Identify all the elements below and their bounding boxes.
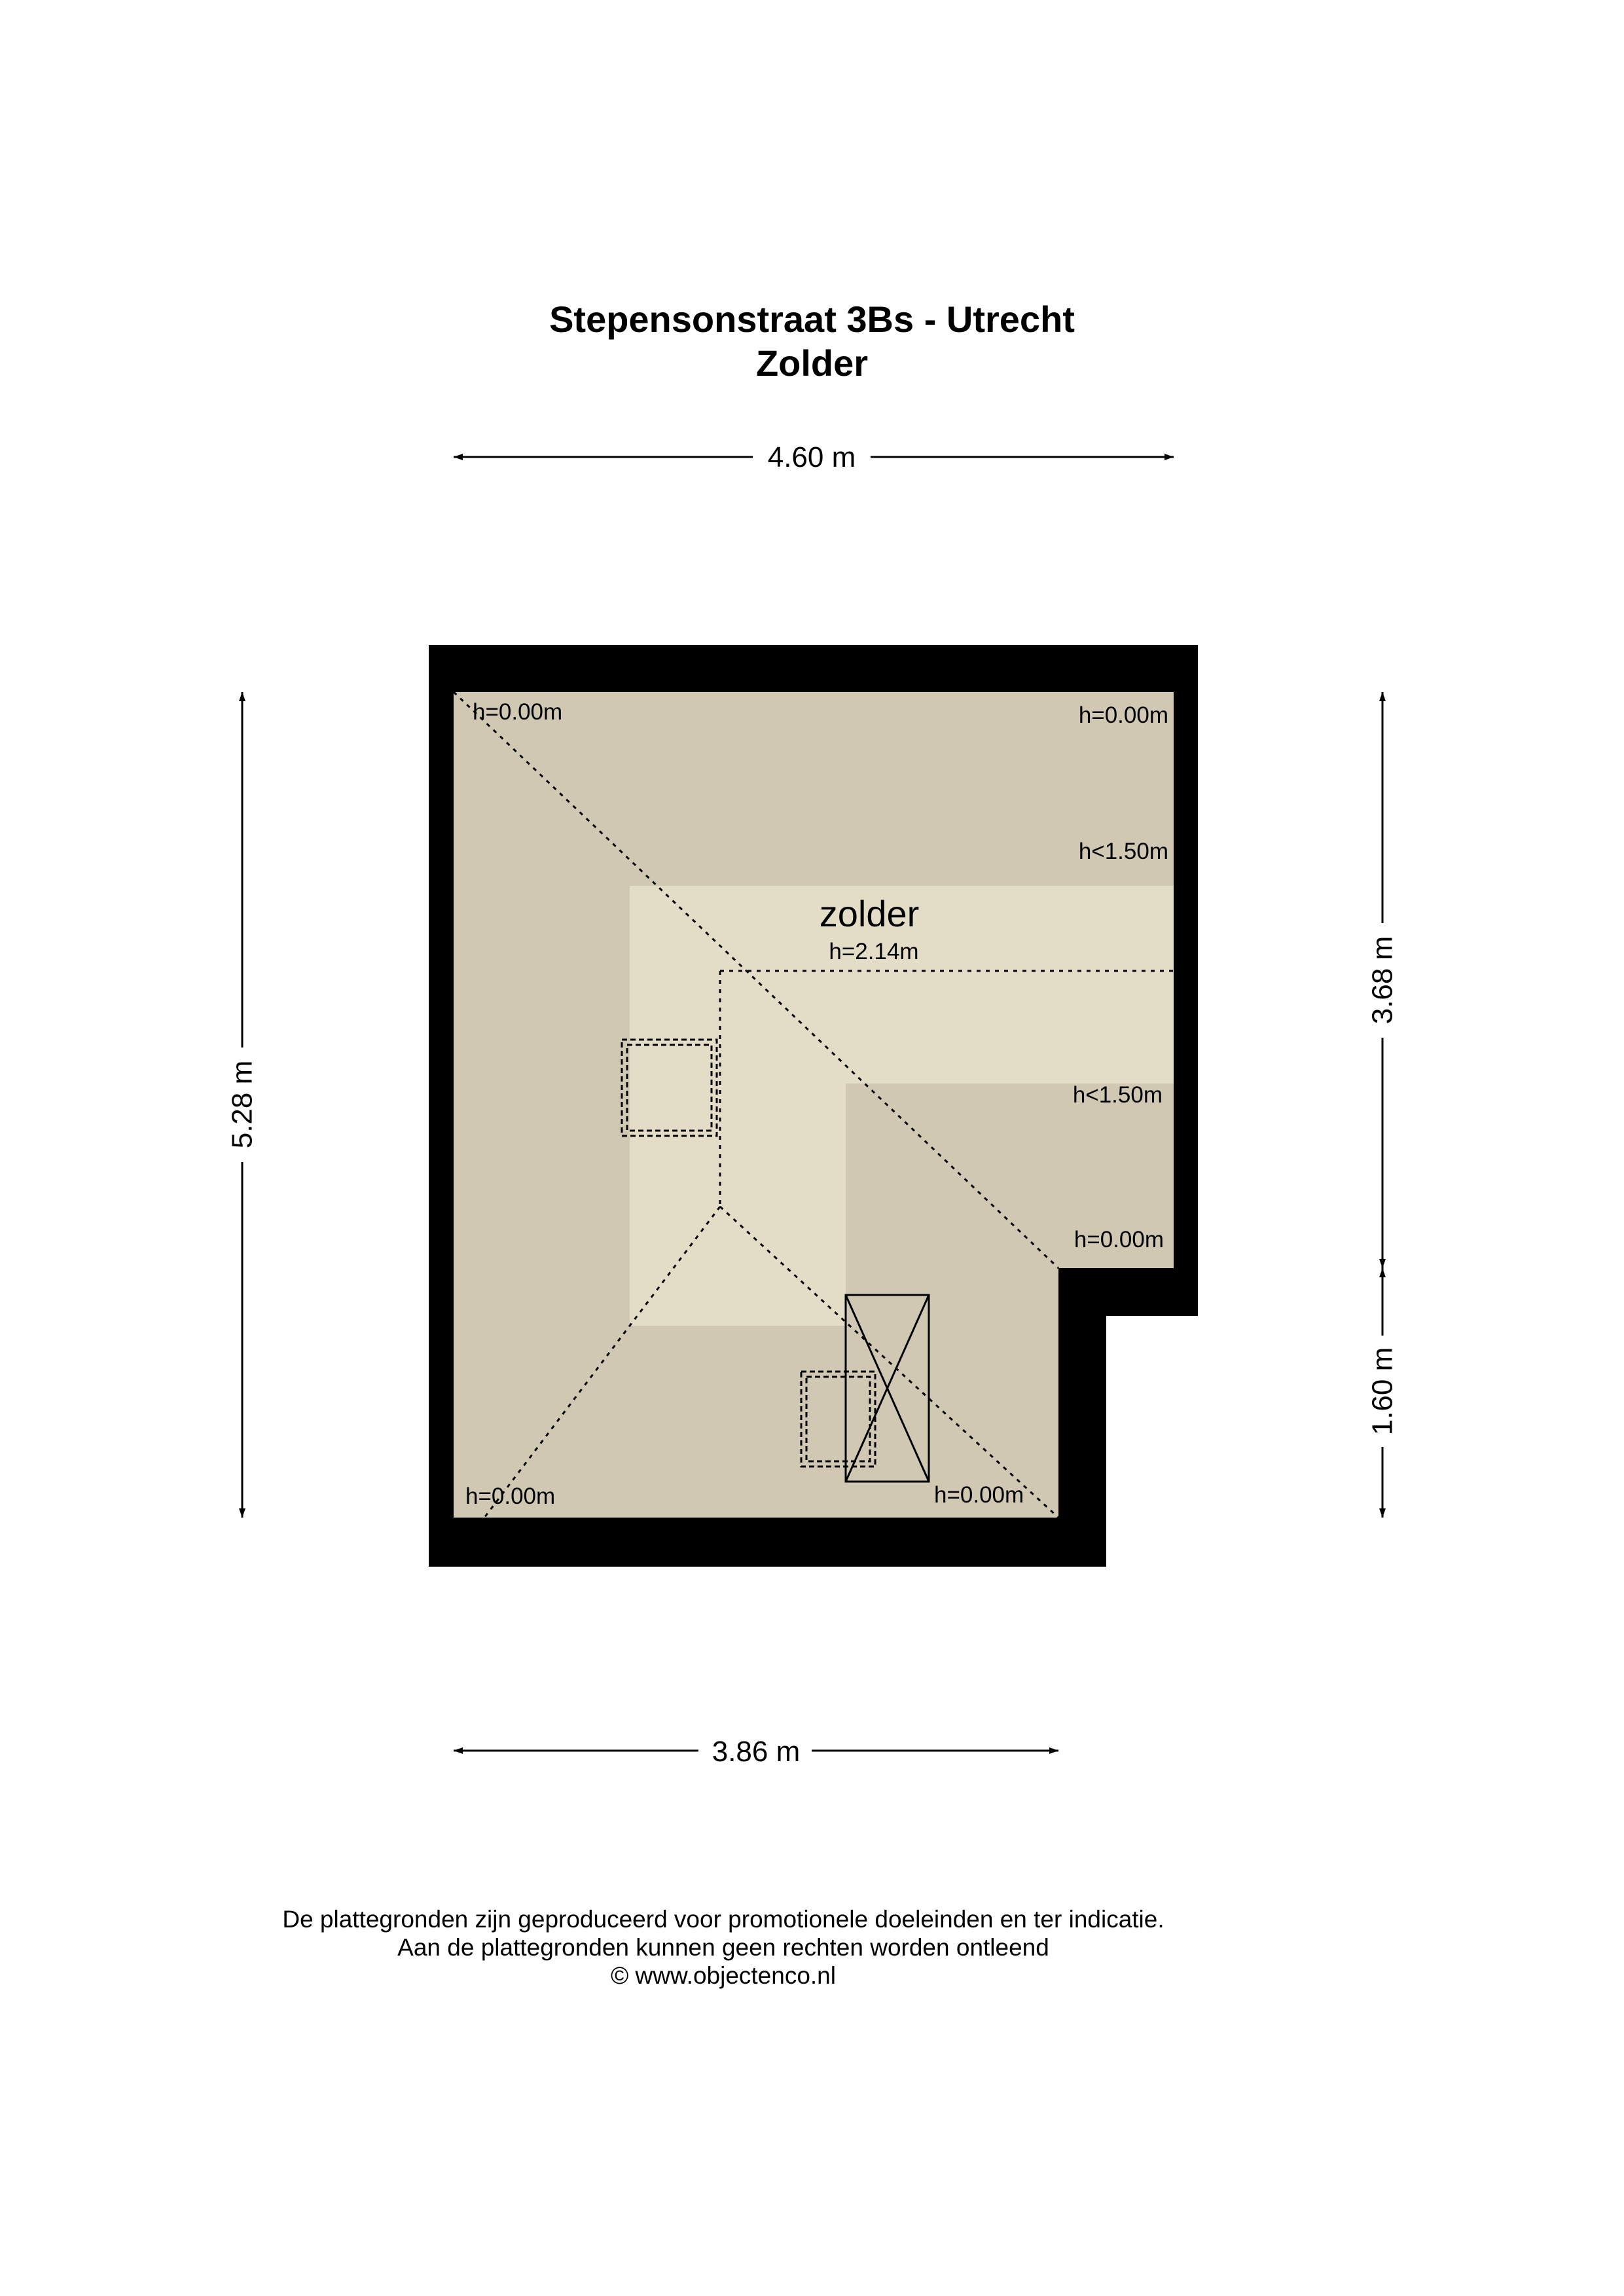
dimension-left-height-label: 5.28 m: [226, 1060, 259, 1149]
room-name: zolder: [819, 893, 920, 934]
copyright-line: © www.objectenco.nl: [611, 1962, 836, 1989]
room-height: h=2.14m: [829, 939, 919, 964]
disclaimer-line-2: Aan de plattegronden kunnen geen rechten worden ontleend: [397, 1934, 1049, 1961]
dimension-right-upper-height-label: 3.68 m: [1366, 936, 1399, 1025]
height-label-top-left: h=0.00m: [473, 699, 563, 725]
height-label-bottom-right: h=0.00m: [934, 1482, 1024, 1508]
dimension-right-lower-height-label: 1.60 m: [1366, 1347, 1399, 1436]
disclaimer-line-1: De plattegronden zijn geproduceerd voor promotionele doeleinden en ter indicatie.: [282, 1906, 1164, 1933]
height-label-right-upper: h<1.50m: [1078, 839, 1168, 864]
height-label-right-middle: h<1.50m: [1072, 1082, 1163, 1108]
plan-title: Stepensonstraat 3Bs - Utrecht: [549, 299, 1075, 340]
dimension-bottom-width-label: 3.86 m: [712, 1736, 801, 1768]
height-label-right-step: h=0.00m: [1074, 1227, 1164, 1252]
dimension-top-width-label: 4.60 m: [767, 441, 856, 473]
floor-title: Zolder: [755, 342, 869, 384]
height-label-top-right: h=0.00m: [1078, 702, 1168, 728]
height-label-bottom-left: h=0.00m: [465, 1484, 556, 1509]
